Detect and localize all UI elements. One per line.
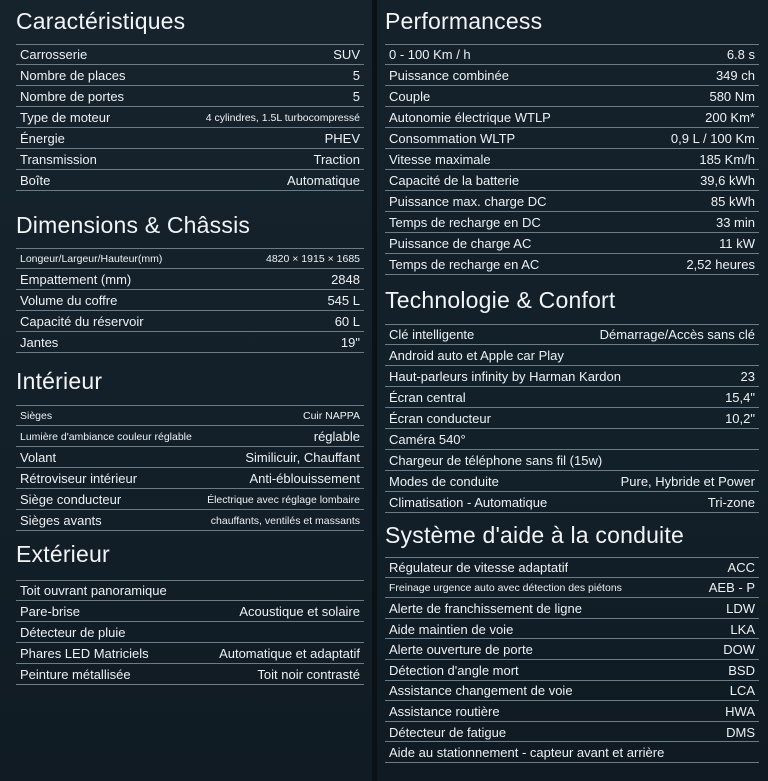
- spec-label: Volant: [20, 450, 57, 465]
- spec-label: Sièges avants: [20, 513, 102, 528]
- spec-label: Régulateur de vitesse adaptatif: [389, 559, 569, 575]
- spec-row: [16, 580, 364, 601]
- spec-row: [16, 405, 364, 426]
- spec-row: [385, 149, 759, 170]
- spec-row: [16, 290, 364, 311]
- spec-row: [385, 722, 759, 743]
- section-caracteristiques: [16, 8, 364, 191]
- spec-value: 349 ch: [715, 68, 755, 83]
- spec-row: [385, 557, 759, 578]
- spec-row: [385, 366, 759, 387]
- spec-value: 580 Nm: [709, 89, 755, 104]
- spec-row: [16, 248, 364, 269]
- spec-list: [16, 44, 364, 191]
- spec-label: Modes de conduite: [389, 474, 499, 489]
- spec-row: [16, 170, 364, 191]
- spec-value: 545 L: [327, 293, 360, 308]
- section-title: Extérieur: [16, 541, 110, 567]
- spec-value: Cuir NAPPA: [303, 409, 360, 422]
- spec-label: Phares LED Matriciels: [20, 646, 149, 661]
- spec-row: [16, 65, 364, 86]
- spec-row: [385, 742, 759, 763]
- spec-row: [385, 65, 759, 86]
- spec-value: BSD: [728, 662, 755, 678]
- spec-row: [385, 191, 759, 212]
- spec-row: [385, 233, 759, 254]
- spec-row: [16, 426, 364, 447]
- spec-value: Similicuir, Chauffant: [245, 450, 360, 465]
- spec-value: Électrique avec réglage lombaire: [207, 493, 360, 506]
- spec-value: 23: [740, 369, 755, 384]
- spec-label: Assistance routière: [389, 703, 500, 719]
- spec-label: Peinture métallisée: [20, 667, 131, 682]
- spec-row: [16, 664, 364, 685]
- spec-row: [16, 447, 364, 468]
- spec-value: 2848: [331, 272, 360, 287]
- spec-label: Écran conducteur: [389, 411, 491, 426]
- spec-row: [16, 468, 364, 489]
- spec-value: 200 Km*: [705, 110, 755, 125]
- spec-value: 5: [352, 68, 360, 83]
- spec-row: [16, 311, 364, 332]
- spec-value: 185 Km/h: [699, 152, 755, 167]
- spec-row: [16, 44, 364, 65]
- section-title: Système d'aide à la conduite: [385, 522, 684, 548]
- spec-row: [385, 44, 759, 65]
- spec-value: Automatique: [287, 173, 360, 188]
- spec-row: [385, 450, 759, 471]
- spec-list: [16, 405, 364, 531]
- spec-row: [385, 345, 759, 366]
- spec-label: Vitesse maximale: [389, 152, 491, 167]
- spec-value: 0,9 L / 100 Km: [670, 131, 755, 146]
- spec-value: Traction: [313, 152, 360, 167]
- spec-row: [385, 701, 759, 722]
- spec-value: Tri-zone: [707, 495, 755, 510]
- section-performances: [385, 8, 759, 275]
- spec-value: 19": [340, 335, 360, 350]
- spec-label: Nombre de places: [20, 68, 126, 83]
- spec-label: Énergie: [20, 131, 65, 146]
- spec-row: [16, 269, 364, 290]
- spec-label: Android auto et Apple car Play: [389, 348, 564, 363]
- spec-row: [16, 622, 364, 643]
- spec-row: [16, 86, 364, 107]
- spec-label: Empattement (mm): [20, 272, 132, 287]
- spec-row: [16, 149, 364, 170]
- spec-label: Détection d'angle mort: [389, 662, 519, 678]
- spec-label: Puissance max. charge DC: [389, 194, 547, 209]
- spec-value: ACC: [727, 559, 755, 575]
- spec-value: 4 cylindres, 1.5L turbocompressé: [205, 111, 360, 124]
- spec-row: [385, 387, 759, 408]
- spec-label: Temps de recharge en DC: [389, 215, 541, 230]
- spec-value: Toit noir contrasté: [257, 667, 360, 682]
- spec-label: Pare-brise: [20, 604, 80, 619]
- spec-label: Couple: [389, 89, 431, 104]
- spec-label: Climatisation - Automatique: [389, 495, 548, 510]
- spec-value: HWA: [725, 703, 755, 719]
- spec-row: [385, 86, 759, 107]
- spec-label: Temps de recharge en AC: [389, 257, 540, 272]
- spec-row: [385, 681, 759, 702]
- spec-list: [16, 580, 364, 685]
- spec-label: Toit ouvrant panoramique: [20, 583, 167, 598]
- spec-label: Capacité du réservoir: [20, 314, 144, 329]
- spec-label: Clé intelligente: [389, 327, 475, 342]
- spec-value: LCA: [729, 683, 755, 699]
- spec-label: Sièges: [20, 409, 53, 422]
- spec-label: 0 - 100 Km / h: [389, 47, 471, 62]
- spec-label: Caméra 540°: [389, 432, 466, 447]
- spec-label: Chargeur de téléphone sans fil (15w): [389, 453, 603, 468]
- spec-value: Démarrage/Accès sans clé: [599, 327, 755, 342]
- section-aide-conduite: [385, 522, 759, 763]
- spec-label: Aide au stationnement - capteur avant et arrière: [389, 745, 665, 761]
- spec-list: [16, 248, 364, 353]
- spec-row: [385, 254, 759, 275]
- spec-row: [16, 510, 364, 531]
- spec-row: [385, 429, 759, 450]
- section-dimensions: [16, 212, 364, 353]
- spec-label: Écran central: [389, 390, 466, 405]
- section-title: Caractéristiques: [16, 8, 186, 34]
- spec-label: Capacité de la batterie: [389, 173, 520, 188]
- spec-row: [16, 601, 364, 622]
- spec-label: Transmission: [20, 152, 97, 167]
- spec-row: [385, 660, 759, 681]
- spec-label: Consommation WLTP: [389, 131, 516, 146]
- spec-value: PHEV: [324, 131, 360, 146]
- spec-label: Siège conducteur: [20, 492, 122, 507]
- spec-label: Freinage urgence auto avec détection des piétons: [389, 581, 622, 594]
- spec-row: [385, 492, 759, 513]
- spec-value: 60 L: [334, 314, 360, 329]
- spec-label: Assistance changement de voie: [389, 683, 573, 699]
- spec-row: [385, 471, 759, 492]
- spec-label: Détecteur de pluie: [20, 625, 126, 640]
- section-title: Performancess: [385, 8, 543, 34]
- spec-label: Rétroviseur intérieur: [20, 471, 138, 486]
- spec-list: [385, 44, 759, 275]
- spec-label: Détecteur de fatigue: [389, 724, 507, 740]
- spec-list: [385, 324, 759, 513]
- spec-row: [385, 619, 759, 640]
- spec-label: Alerte de franchissement de ligne: [389, 600, 582, 616]
- spec-label: Puissance combinée: [389, 68, 509, 83]
- spec-value: Automatique et adaptatif: [219, 646, 360, 661]
- spec-value: 33 min: [715, 215, 755, 230]
- spec-row: [385, 408, 759, 429]
- spec-list: [385, 557, 759, 763]
- spec-value: AEB - P: [708, 580, 755, 596]
- spec-value: Acoustique et solaire: [239, 604, 360, 619]
- spec-label: Alerte ouverture de porte: [389, 642, 533, 658]
- spec-label: Volume du coffre: [20, 293, 118, 308]
- spec-label: Type de moteur: [20, 110, 111, 125]
- section-title: Dimensions & Châssis: [16, 212, 251, 238]
- spec-row: [16, 107, 364, 128]
- spec-row: [385, 170, 759, 191]
- spec-label: Nombre de portes: [20, 89, 125, 104]
- section-title: Technologie & Confort: [385, 287, 616, 313]
- section-technologie: [385, 287, 759, 513]
- spec-row: [16, 643, 364, 664]
- spec-label: Boîte: [20, 173, 51, 188]
- section-interieur: [16, 368, 364, 531]
- spec-label: Jantes: [20, 335, 59, 350]
- spec-row: [385, 212, 759, 233]
- spec-value: Anti-éblouissement: [249, 471, 360, 486]
- section-title: Intérieur: [16, 368, 103, 394]
- spec-row: [385, 598, 759, 619]
- spec-value: 2,52 heures: [686, 257, 755, 272]
- spec-label: Haut-parleurs infinity by Harman Kardon: [389, 369, 621, 384]
- spec-label: Longeur/Largeur/Hauteur(mm): [20, 252, 163, 265]
- spec-label: Autonomie électrique WTLP: [389, 110, 551, 125]
- spec-label: Puissance de charge AC: [389, 236, 532, 251]
- spec-value: 4820 × 1915 × 1685: [265, 252, 360, 265]
- spec-row: [16, 128, 364, 149]
- spec-row: [385, 107, 759, 128]
- spec-value: DOW: [723, 642, 755, 658]
- spec-row: [16, 489, 364, 510]
- spec-value: 6.8 s: [726, 47, 755, 62]
- spec-value: 15,4": [725, 390, 755, 405]
- spec-label: Carrosserie: [20, 47, 88, 62]
- spec-value: LDW: [726, 600, 755, 616]
- spec-row: [385, 578, 759, 599]
- spec-row: [385, 639, 759, 660]
- spec-label: Aide maintien de voie: [389, 621, 514, 637]
- spec-row: [385, 324, 759, 345]
- spec-value: DMS: [726, 724, 755, 740]
- spec-value: chauffants, ventilés et massants: [210, 514, 360, 527]
- spec-row: [385, 128, 759, 149]
- spec-row: [16, 332, 364, 353]
- spec-value: 11 kW: [719, 236, 755, 251]
- section-exterieur: [16, 541, 364, 685]
- spec-label: Lumière d'ambiance couleur réglable: [20, 430, 192, 443]
- spec-value: LKA: [730, 621, 755, 637]
- spec-value: 85 kWh: [710, 194, 755, 209]
- spec-value: réglable: [313, 429, 360, 444]
- spec-value: 39,6 kWh: [700, 173, 755, 188]
- spec-value: Pure, Hybride et Power: [620, 474, 755, 489]
- spec-value: 5: [352, 89, 360, 104]
- spec-value: SUV: [333, 47, 360, 62]
- spec-value: 10,2": [725, 411, 755, 426]
